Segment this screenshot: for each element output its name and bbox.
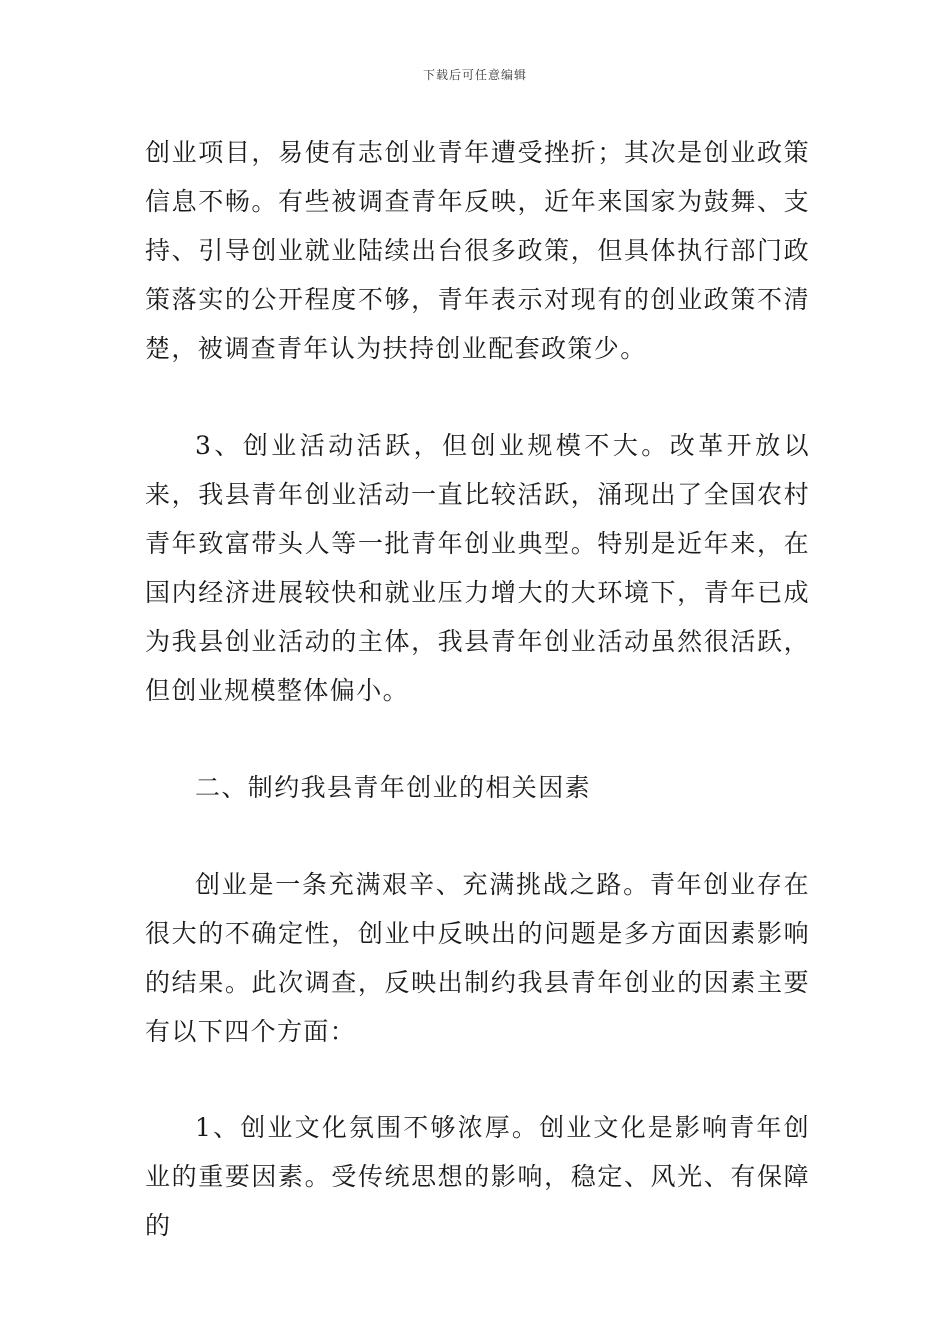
- paragraph-spacer: [145, 715, 810, 763]
- paragraph-activity-scale: 3、创业活动活跃，但创业规模不大。改革开放以来，我县青年创业活动一直比较活跃，涌现出了全国农村青年致富带头人等一批青年创业典型。特别是近年来，在国内经济进展较快和就业压力增大的大环境下，青年已成为我县创业活动的主体，我县青年创业活动虽然很活跃，但创业规模整体偏小。: [145, 431, 810, 705]
- paragraph-spacer: [145, 373, 810, 421]
- paragraph-spacer: [145, 1056, 810, 1103]
- paragraph-constraints-intro: 创业是一条充满艰辛、充满挑战之路。青年创业存在很大的不确定性，创业中反映出的问题是多方面因素影响的结果。此次调查，反映出制约我县青年创业的因素主要有以下四个方面：: [145, 870, 810, 1046]
- paragraph-spacer: [145, 812, 810, 860]
- page-header: 下载后可任意编辑: [422, 68, 527, 82]
- paragraph-culture: 1、创业文化氛围不够浓厚。创业文化是影响青年创业的重要因素。受传统思想的影响，稳定、风光、有保障的: [145, 1113, 810, 1240]
- document-body: [145, 128, 810, 1250]
- section-heading: 二、制约我县青年创业的相关因素: [195, 773, 592, 802]
- paragraph-policy-info: 创业项目，易使有志创业青年遭受挫折；其次是创业政策信息不畅。有些被调查青年反映，近年来国家为鼓舞、支持、引导创业就业陆续出台很多政策，但具体执行部门政策落实的公开程度不够，青年表示对现有的创业政策不清楚，被调查青年认为扶持创业配套政策少。: [145, 138, 810, 363]
